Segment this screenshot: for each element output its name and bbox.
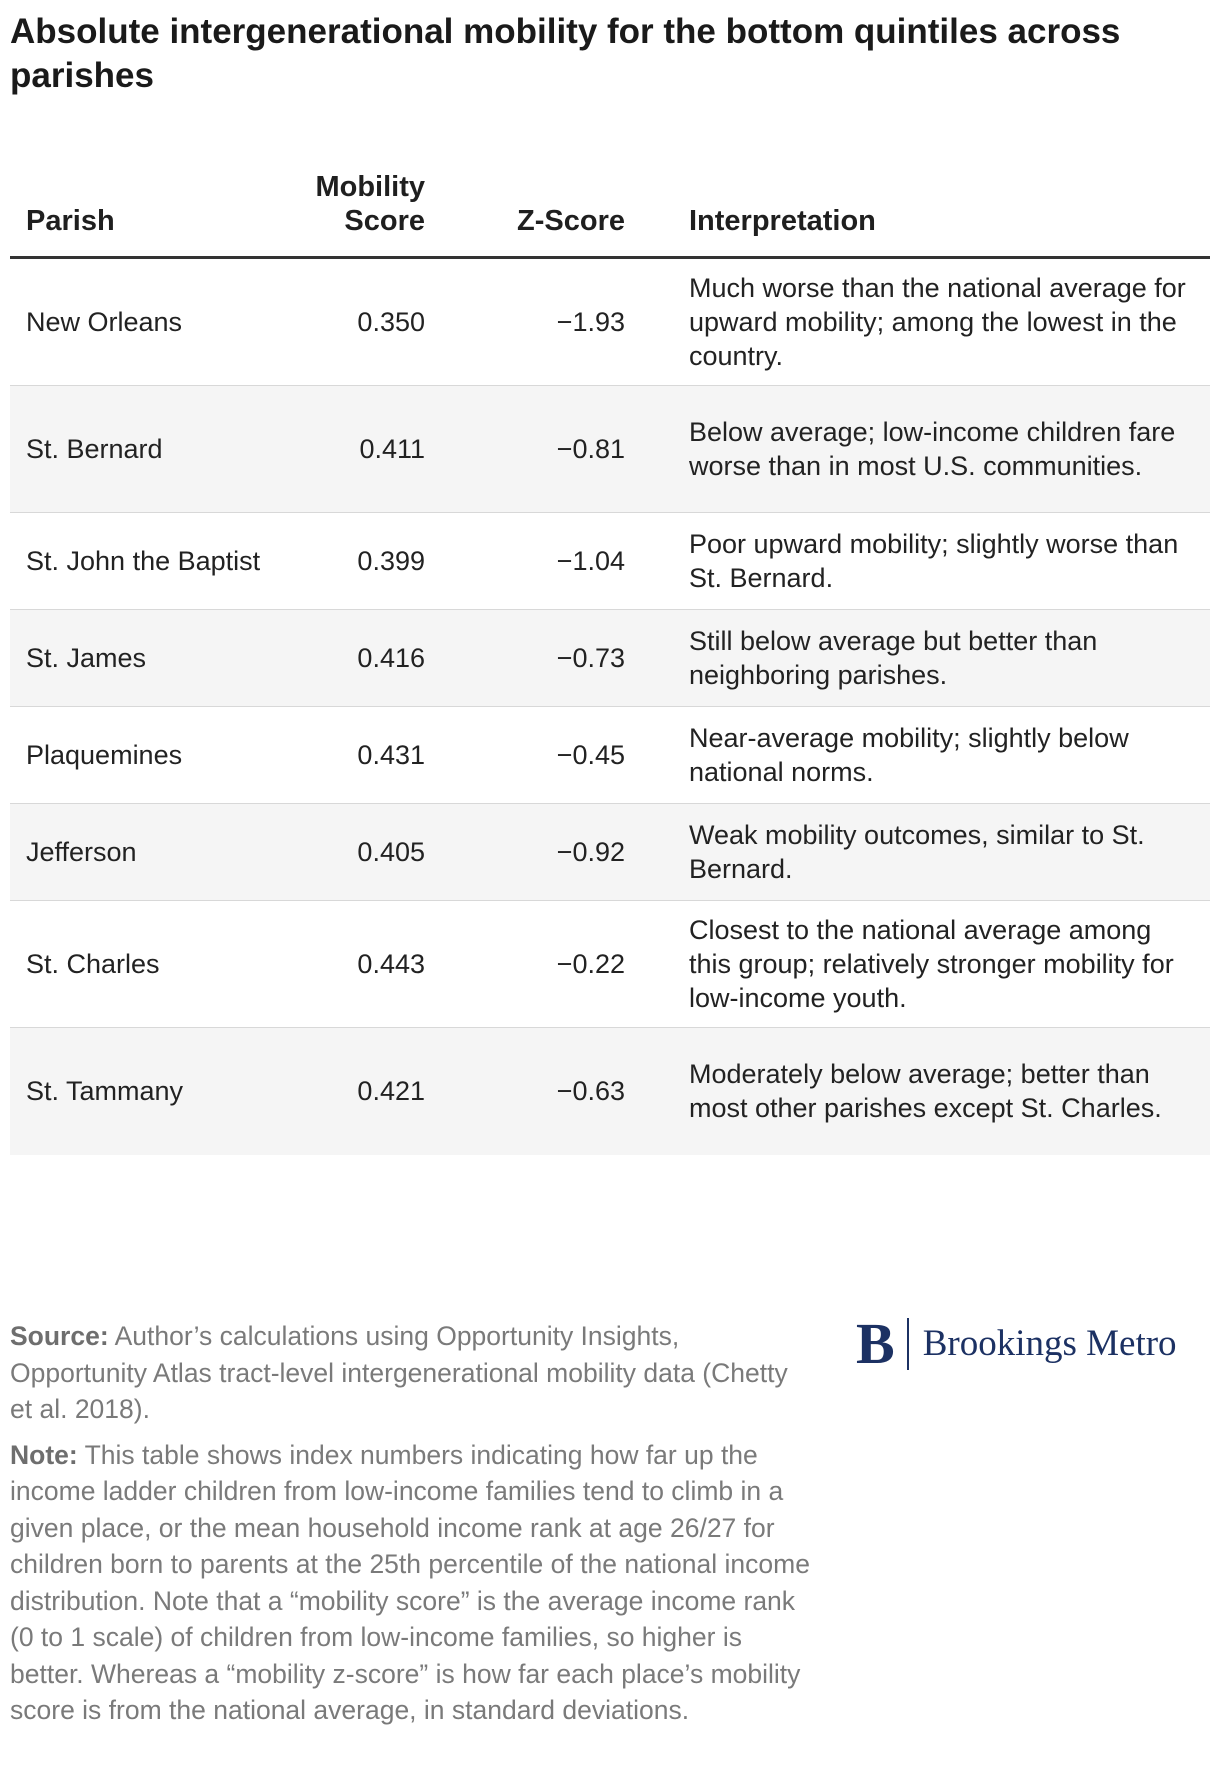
cell-parish: Jefferson bbox=[10, 804, 300, 901]
cell-interpretation: Below average; low-income children fare worse than in most U.S. communities. bbox=[625, 386, 1210, 513]
cell-parish: St. John the Baptist bbox=[10, 513, 300, 610]
note-text: This table shows index numbers indicating how far up the income ladder children from low-income families tend to climb in a given place, or the mean household income rank at age 26/27 for children born to parents at the 25th percentile of the national income distribution. Note that a “mobility score” is the average income rank (0 to 1 scale) of children from low-income families, so higher is better. Whereas a “mobility z-score” is how far each place’s mobility score is from the national average, in standard deviations. bbox=[10, 1439, 810, 1725]
table-row bbox=[10, 707, 1210, 804]
cell-z-score: −0.63 bbox=[425, 1028, 625, 1155]
table-row bbox=[10, 804, 1210, 901]
cell-interpretation: Still below average but better than neighboring parishes. bbox=[625, 610, 1210, 707]
page-title: Absolute intergenerational mobility for the bottom quintiles across parishes bbox=[10, 12, 1121, 95]
header-mobility-score-line1: Mobility bbox=[315, 171, 425, 203]
cell-mobility-score: 0.416 bbox=[300, 610, 425, 707]
cell-mobility-score: 0.350 bbox=[300, 258, 425, 386]
cell-interpretation: Much worse than the national average for upward mobility; among the lowest in the country. bbox=[625, 258, 1210, 386]
cell-interpretation: Poor upward mobility; slightly worse than St. Bernard. bbox=[625, 513, 1210, 610]
note-label: Note: bbox=[10, 1439, 78, 1470]
cell-parish: Plaquemines bbox=[10, 707, 300, 804]
source-note bbox=[10, 1318, 810, 1428]
source-label: Source: bbox=[10, 1321, 109, 1351]
cell-mobility-score: 0.411 bbox=[300, 386, 425, 513]
table-row bbox=[10, 258, 1210, 386]
cell-z-score: −1.93 bbox=[425, 258, 625, 386]
table-row bbox=[10, 513, 1210, 610]
logo-text: Brookings Metro bbox=[922, 1323, 1177, 1364]
cell-parish: St. Bernard bbox=[10, 386, 300, 513]
table-row bbox=[10, 386, 1210, 513]
cell-interpretation: Closest to the national average among this group; relatively stronger mobility for low-income youth. bbox=[625, 901, 1210, 1028]
cell-z-score: −0.92 bbox=[425, 804, 625, 901]
cell-parish: St. James bbox=[10, 610, 300, 707]
header-z-score: Z-Score bbox=[425, 170, 625, 258]
table-row bbox=[10, 1028, 1210, 1155]
header-interpretation: Interpretation bbox=[625, 170, 1210, 258]
footer-notes bbox=[10, 1318, 810, 1738]
cell-parish: New Orleans bbox=[10, 258, 300, 386]
cell-z-score: −0.81 bbox=[425, 386, 625, 513]
cell-mobility-score: 0.443 bbox=[300, 901, 425, 1028]
cell-interpretation: Moderately below average; better than most other parishes except St. Charles. bbox=[625, 1028, 1210, 1155]
cell-z-score: −0.45 bbox=[425, 707, 625, 804]
method-note bbox=[10, 1437, 810, 1729]
page bbox=[10, 0, 1210, 1725]
logo-mark: B bbox=[856, 1311, 895, 1376]
table-row bbox=[10, 610, 1210, 707]
cell-z-score: −0.22 bbox=[425, 901, 625, 1028]
cell-parish: St. Tammany bbox=[10, 1028, 300, 1155]
cell-mobility-score: 0.421 bbox=[300, 1028, 425, 1155]
table-row bbox=[10, 901, 1210, 1028]
mobility-table bbox=[10, 170, 1210, 1155]
cell-mobility-score: 0.399 bbox=[300, 513, 425, 610]
cell-interpretation: Weak mobility outcomes, similar to St. Bernard. bbox=[625, 804, 1210, 901]
header-parish: Parish bbox=[10, 170, 300, 258]
cell-mobility-score: 0.405 bbox=[300, 804, 425, 901]
logo-divider bbox=[907, 1318, 909, 1370]
cell-z-score: −0.73 bbox=[425, 610, 625, 707]
cell-interpretation: Near-average mobility; slightly below national norms. bbox=[625, 707, 1210, 804]
header-mobility-score-line2: Score bbox=[344, 205, 425, 237]
table-header-row bbox=[10, 170, 1210, 258]
brookings-metro-logo bbox=[856, 1311, 1177, 1376]
cell-parish: St. Charles bbox=[10, 901, 300, 1028]
cell-mobility-score: 0.431 bbox=[300, 707, 425, 804]
cell-z-score: −1.04 bbox=[425, 513, 625, 610]
source-text: Author’s calculations using Opportunity Insights, Opportunity Atlas tract-level intergenerational mobility data (Chetty et al. 2018). bbox=[10, 1321, 788, 1424]
header-mobility-score bbox=[300, 170, 425, 258]
